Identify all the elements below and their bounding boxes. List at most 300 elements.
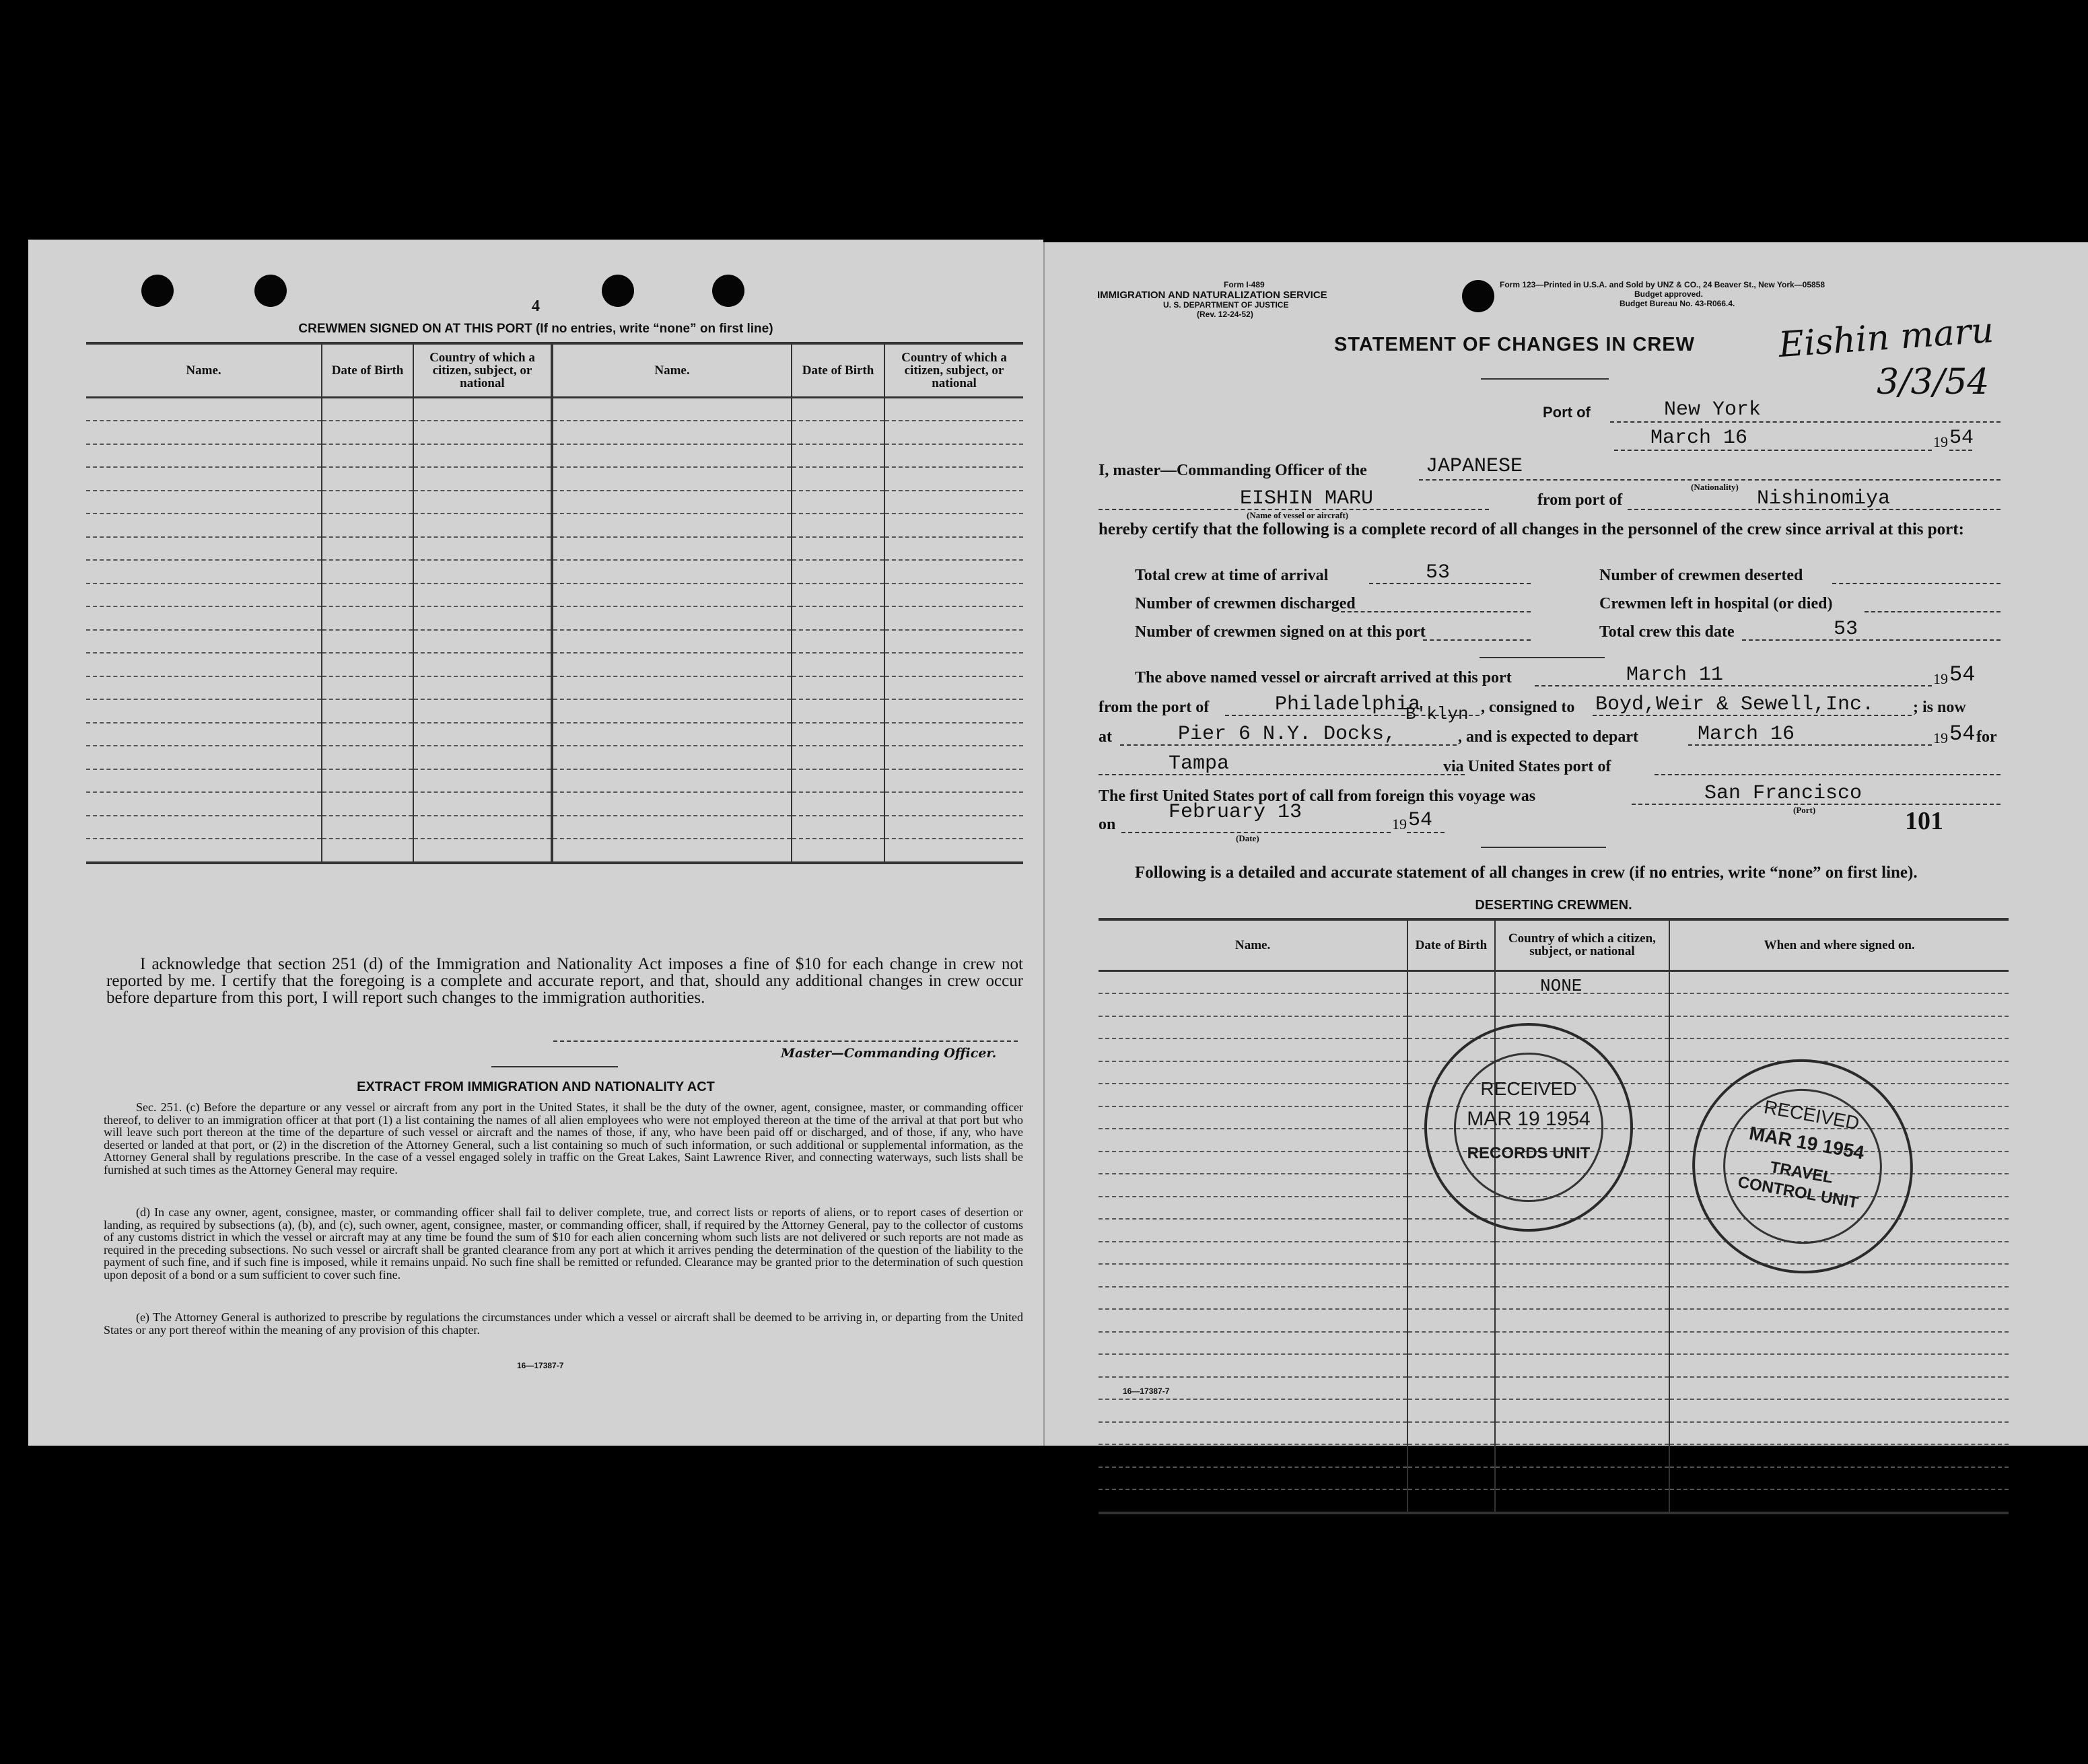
table-cell bbox=[86, 397, 322, 421]
budget-approved: Budget approved. bbox=[1634, 289, 1704, 299]
printer-line: Form 123—Printed in U.S.A. and Sold by UNZ & CO., 24 Beaver St., New York—05858 bbox=[1500, 280, 1825, 289]
table-cell bbox=[86, 699, 322, 723]
table-cell bbox=[322, 723, 413, 746]
from-the-port-label: from the port of bbox=[1099, 699, 1210, 716]
on-year: 54 bbox=[1408, 809, 1433, 832]
col-header-name: Name. bbox=[186, 363, 221, 378]
table-cell bbox=[1495, 1422, 1670, 1445]
table-cell bbox=[1669, 1444, 2009, 1467]
table-cell bbox=[552, 816, 792, 839]
table-cell bbox=[1669, 1489, 2009, 1513]
table-cell bbox=[413, 746, 552, 769]
table-cell bbox=[792, 514, 884, 537]
table-cell bbox=[322, 491, 413, 514]
form-title: STATEMENT OF CHANGES IN CREW bbox=[1334, 334, 1696, 355]
table-cell bbox=[413, 699, 552, 723]
first-port-value: San Francisco bbox=[1704, 782, 1863, 805]
table-cell bbox=[792, 699, 884, 723]
col-header-country: Country of which a citizen, subject, or national bbox=[1495, 919, 1670, 971]
extract-title: EXTRACT FROM IMMIGRATION AND NATIONALITY ACT bbox=[357, 1080, 715, 1094]
acknowledgement-text: I acknowledge that section 251 (d) of the Immigration and Nationality Act imposes a fine of $10 for each change in crew not reported by me. I certify that the foregoing is a complete and accurate report, and that, should any additional changes in crew occur before departure from this port, I will report such changes to the immigration authorities. bbox=[106, 955, 1023, 1007]
table-cell bbox=[1099, 971, 1407, 993]
table-cell bbox=[413, 421, 552, 444]
table-cell bbox=[86, 839, 322, 863]
hospital-label: Crewmen left in hospital (or died) bbox=[1599, 595, 1833, 612]
on-label: on bbox=[1099, 816, 1116, 833]
table-cell bbox=[1669, 971, 2009, 993]
table-cell bbox=[884, 723, 1023, 746]
table-cell bbox=[1099, 1422, 1407, 1445]
col-header-dob: Date of Birth bbox=[322, 343, 413, 397]
table-cell bbox=[792, 792, 884, 816]
table-cell bbox=[322, 792, 413, 816]
table-cell bbox=[86, 491, 322, 514]
table-cell bbox=[413, 723, 552, 746]
table-row bbox=[86, 699, 1023, 723]
total-arrival-value: 53 bbox=[1426, 561, 1451, 584]
table-cell bbox=[792, 816, 884, 839]
table-cell bbox=[884, 491, 1023, 514]
table-cell bbox=[792, 723, 884, 746]
table-cell bbox=[1495, 1287, 1670, 1310]
table-row bbox=[86, 723, 1023, 746]
discharged-label: Number of crewmen discharged bbox=[1135, 595, 1356, 612]
table-row bbox=[86, 653, 1023, 676]
table-cell bbox=[322, 397, 413, 421]
table-cell bbox=[792, 421, 884, 444]
table-cell bbox=[884, 560, 1023, 584]
received-stamp-records bbox=[1424, 1023, 1633, 1232]
table-row bbox=[86, 584, 1023, 607]
handwritten-vessel-name: Eishin maru bbox=[1777, 310, 1995, 366]
table-row bbox=[1099, 1354, 2009, 1377]
print-code: 16—17387-7 bbox=[517, 1361, 564, 1370]
table-cell bbox=[1669, 1038, 2009, 1061]
arrived-date: March 11 bbox=[1626, 664, 1724, 686]
table-cell bbox=[1669, 1422, 2009, 1445]
col-header-dob: Date of Birth bbox=[792, 343, 884, 397]
table-cell bbox=[1495, 1444, 1670, 1467]
table-cell bbox=[1407, 993, 1494, 1016]
table-row bbox=[1099, 993, 2009, 1016]
table-cell bbox=[552, 606, 792, 630]
table-cell bbox=[1407, 1444, 1494, 1467]
table-cell bbox=[1407, 1332, 1494, 1355]
table-cell bbox=[322, 676, 413, 700]
table-cell bbox=[86, 792, 322, 816]
table-cell bbox=[1669, 993, 2009, 1016]
table-cell bbox=[1407, 1399, 1494, 1422]
stamp-unit: TRAVEL CONTROL UNIT bbox=[1736, 1158, 1860, 1212]
table-row bbox=[1099, 1287, 2009, 1310]
page-number: 4 bbox=[532, 297, 540, 315]
from-port-line bbox=[1628, 509, 2000, 510]
table-row bbox=[86, 839, 1023, 863]
table-cell bbox=[413, 584, 552, 607]
table-header-row bbox=[86, 343, 1023, 397]
table-cell bbox=[1099, 1354, 1407, 1377]
table-cell bbox=[552, 467, 792, 491]
table-cell bbox=[322, 816, 413, 839]
table-cell bbox=[413, 606, 552, 630]
statement-date: March 16 bbox=[1650, 427, 1748, 450]
for-value: Tampa bbox=[1169, 752, 1230, 775]
table-cell bbox=[1407, 1242, 1494, 1265]
table-cell bbox=[884, 792, 1023, 816]
table-cell bbox=[1669, 1399, 2009, 1422]
table-cell bbox=[413, 537, 552, 561]
nationality-line bbox=[1419, 479, 2000, 481]
table-cell bbox=[1407, 1489, 1494, 1513]
table-cell bbox=[413, 653, 552, 676]
stamp-unit: RECORDS UNIT bbox=[1467, 1144, 1591, 1162]
table-row bbox=[86, 514, 1023, 537]
table-cell bbox=[1495, 1467, 1670, 1490]
table-cell bbox=[552, 839, 792, 863]
table-cell bbox=[552, 397, 792, 421]
table-cell bbox=[884, 537, 1023, 561]
table-row bbox=[86, 630, 1023, 654]
table-cell bbox=[552, 746, 792, 769]
table-row bbox=[86, 444, 1023, 468]
table-cell bbox=[1407, 1354, 1494, 1377]
department-name: U. S. DEPARTMENT OF JUSTICE bbox=[1163, 300, 1289, 310]
table-cell bbox=[86, 676, 322, 700]
table-cell bbox=[1099, 1016, 1407, 1039]
table-cell bbox=[884, 676, 1023, 700]
from-port-label: from port of bbox=[1537, 491, 1623, 509]
table-cell bbox=[1495, 1399, 1670, 1422]
consigned-label: , consigned to bbox=[1481, 699, 1575, 716]
table-cell bbox=[792, 676, 884, 700]
for-label: for bbox=[1976, 728, 1997, 746]
table-cell bbox=[1099, 1106, 1407, 1129]
table-cell bbox=[1495, 1377, 1670, 1400]
table-cell bbox=[413, 676, 552, 700]
table-row bbox=[1099, 1467, 2009, 1490]
at-value: Pier 6 N.Y. Docks, bbox=[1178, 723, 1397, 746]
depart-date: March 16 bbox=[1698, 723, 1795, 746]
table-cell bbox=[413, 816, 552, 839]
table-row bbox=[1099, 1422, 2009, 1445]
table-cell bbox=[1495, 993, 1670, 1016]
table-cell bbox=[792, 537, 884, 561]
table-cell bbox=[792, 746, 884, 769]
table-cell bbox=[884, 746, 1023, 769]
stamp-date: MAR 19 1954 bbox=[1747, 1122, 1866, 1164]
crewmen-signed-on-table bbox=[86, 342, 1023, 864]
table-cell bbox=[1099, 1061, 1407, 1084]
table-cell bbox=[322, 560, 413, 584]
table-cell bbox=[413, 491, 552, 514]
table-cell bbox=[413, 630, 552, 654]
col-header-signed-on: When and where signed on. bbox=[1669, 919, 2009, 971]
table-cell bbox=[1099, 993, 1407, 1016]
table-cell bbox=[1099, 1287, 1407, 1310]
table-cell bbox=[792, 630, 884, 654]
table-cell bbox=[1407, 971, 1494, 993]
table-cell bbox=[1407, 1287, 1494, 1310]
table-row bbox=[1099, 1399, 2009, 1422]
table-cell bbox=[413, 467, 552, 491]
year-prefix: 19 bbox=[1392, 816, 1407, 833]
table-cell bbox=[1099, 1467, 1407, 1490]
table-row bbox=[86, 816, 1023, 839]
vessel-name: EISHIN MARU bbox=[1240, 487, 1374, 510]
table-row bbox=[86, 421, 1023, 444]
divider bbox=[1480, 657, 1605, 658]
table-cell bbox=[884, 630, 1023, 654]
consigned-value: Boyd,Weir & Sewell,Inc. bbox=[1595, 693, 1875, 716]
discharged-line bbox=[1341, 611, 1531, 612]
table-cell bbox=[1099, 1309, 1407, 1332]
first-port-label: The first United States port of call from foreign this voyage was bbox=[1099, 787, 1536, 805]
table-cell bbox=[322, 421, 413, 444]
vessel-caption: (Name of vessel or aircraft) bbox=[1247, 510, 1349, 520]
table-cell bbox=[1099, 1264, 1407, 1287]
expected-label: , and is expected to depart bbox=[1458, 728, 1638, 746]
table-cell bbox=[86, 746, 322, 769]
col-header-dob: Date of Birth bbox=[1407, 919, 1494, 971]
table-cell bbox=[1099, 1129, 1407, 1152]
table-cell bbox=[792, 769, 884, 793]
table-cell bbox=[884, 584, 1023, 607]
stamp-received: RECEIVED bbox=[1762, 1096, 1861, 1134]
table-cell bbox=[1099, 1152, 1407, 1174]
table-cell bbox=[884, 606, 1023, 630]
table-cell bbox=[1099, 1219, 1407, 1242]
table-cell bbox=[86, 769, 322, 793]
year-value: 54 bbox=[1949, 427, 1974, 450]
divider bbox=[1481, 378, 1609, 380]
table-row bbox=[86, 792, 1023, 816]
stamp-date: MAR 19 1954 bbox=[1467, 1108, 1591, 1130]
port-line bbox=[1610, 421, 2000, 423]
agency-name: IMMIGRATION AND NATURALIZATION SERVICE bbox=[1097, 289, 1327, 301]
revision-date: (Rev. 12-24-52) bbox=[1197, 310, 1253, 319]
hospital-line bbox=[1865, 611, 2000, 612]
print-code: 16—17387-7 bbox=[1123, 1386, 1170, 1396]
table-cell bbox=[792, 491, 884, 514]
from-port-value: Nishinomiya bbox=[1757, 487, 1891, 510]
table-cell bbox=[86, 584, 322, 607]
table-cell bbox=[322, 606, 413, 630]
table-cell bbox=[884, 514, 1023, 537]
table-cell bbox=[1669, 1377, 2009, 1400]
table-row bbox=[1099, 1309, 2009, 1332]
total-date-value: 53 bbox=[1834, 618, 1858, 641]
table-cell bbox=[552, 792, 792, 816]
table-cell bbox=[552, 514, 792, 537]
bklyn-annotation: B'klyn bbox=[1405, 704, 1469, 724]
divider bbox=[491, 1066, 618, 1067]
table-row bbox=[86, 606, 1023, 630]
arrived-label: The above named vessel or aircraft arrived at this port bbox=[1135, 669, 1512, 686]
table-cell bbox=[86, 537, 322, 561]
table-cell bbox=[884, 769, 1023, 793]
stamp-received: RECEIVED bbox=[1480, 1078, 1577, 1099]
col-header-name: Name. bbox=[552, 343, 792, 397]
table-cell bbox=[792, 839, 884, 863]
table-cell bbox=[322, 653, 413, 676]
arrived-year: 54 bbox=[1949, 662, 1976, 687]
table-cell bbox=[1407, 1377, 1494, 1400]
table-row bbox=[86, 397, 1023, 421]
table-cell bbox=[884, 839, 1023, 863]
table-cell bbox=[413, 514, 552, 537]
total-date-line bbox=[1742, 639, 2000, 641]
table-cell bbox=[1495, 1354, 1670, 1377]
table-cell bbox=[792, 560, 884, 584]
table-cell bbox=[552, 584, 792, 607]
deserting-title: DESERTING CREWMEN. bbox=[1475, 898, 1632, 913]
table-row bbox=[86, 746, 1023, 769]
via-label: via United States port of bbox=[1443, 758, 1611, 775]
table-cell bbox=[1669, 1332, 2009, 1355]
table-cell bbox=[552, 421, 792, 444]
nationality-caption: (Nationality) bbox=[1691, 482, 1739, 492]
year-prefix: 19 bbox=[1933, 670, 1948, 687]
deserted-label: Number of crewmen deserted bbox=[1599, 567, 1803, 584]
table-cell bbox=[552, 630, 792, 654]
table-cell bbox=[86, 421, 322, 444]
table-cell bbox=[884, 444, 1023, 468]
table-row bbox=[86, 491, 1023, 514]
table-cell bbox=[1099, 1038, 1407, 1061]
table-cell bbox=[1099, 1084, 1407, 1106]
table-cell bbox=[552, 723, 792, 746]
table-cell bbox=[86, 514, 322, 537]
left-page bbox=[28, 240, 1043, 1446]
table-cell bbox=[322, 444, 413, 468]
extract-section-d: (d) In case any owner, agent, consignee, master, or commanding officer shall fail to deliver complete, true, and correct lists or reports of aliens, or to report cases of desertion or landing, as required by subsections (a), (b), and (c), such owner, agent, consignee, master, or commanding officer, shall, if required by the Attorney General, pay to the collector of customs of any customs district in which the vessel or aircraft may at any time be found the sum of $10 for each alien concerning whom such lists are not delivered or such reports are not made as required in the preceding subsections. No such vessel or aircraft shall be granted clearance from any port at which it arrives pending the determination of the question of the liability to the payment of such fine, and if such fine is imposed, while it remains unpaid. No such fine shall be remitted or refunded. Clearance may be granted prior to the determination of such question upon deposit of a bond or a sum sufficient to cover such fine. bbox=[104, 1205, 1023, 1281]
extract-section-e: (e) The Attorney General is authorized to prescribe by regulations the circumstances under which a vessel or aircraft shall be deemed to be arriving in, or departing from the United States or any port thereof within the meaning of any provision of this chapter. bbox=[104, 1310, 1023, 1337]
at-label: at bbox=[1099, 728, 1112, 746]
on-year-line bbox=[1407, 832, 1445, 833]
table-cell bbox=[86, 467, 322, 491]
table-row bbox=[86, 537, 1023, 561]
year-line bbox=[1949, 450, 1972, 451]
none-entry: NONE bbox=[1540, 976, 1582, 996]
table-row bbox=[1099, 1264, 2009, 1287]
nationality-value: JAPANESE bbox=[1426, 455, 1523, 478]
extract-section-c: Sec. 251. (c) Before the departure or any vessel or aircraft from any port in the United States, it shall be the duty of the owner, agent, consignee, master, or commanding officer thereof, to deliver to an immigration officer at that port (1) a list containing the names of all alien employees who were not employed thereon at the time of the arrival at that port but who will leave such port thereon at the time of the departure of such vessel or aircraft and the names of those, if any, who have been paid off or discharged, and of those, if any, who have deserted or landed at that port, or (2) in the discretion of the Attorney General, such a list containing so much of such information, or such additional or supplemental information, as the Attorney General shall by regulations prescribe. In the case of a vessel engaged solely in traffic on the Great Lakes, Saint Lawrence River, and connecting waterways, such lists shall be furnished at such times as the Attorney General may require. bbox=[104, 1100, 1023, 1176]
budget-bureau-number: Budget Bureau No. 43-R066.4. bbox=[1620, 299, 1735, 308]
table-cell bbox=[1099, 1399, 1407, 1422]
table-cell bbox=[884, 699, 1023, 723]
table-row bbox=[1099, 1332, 2009, 1355]
right-page bbox=[1043, 242, 2088, 1446]
via-line bbox=[1655, 774, 2000, 775]
table-cell bbox=[322, 537, 413, 561]
table-cell bbox=[322, 839, 413, 863]
table-cell bbox=[1495, 1309, 1670, 1332]
table-cell bbox=[1495, 1332, 1670, 1355]
year-prefix: 19 bbox=[1933, 433, 1948, 450]
table-cell bbox=[413, 444, 552, 468]
table-cell bbox=[884, 467, 1023, 491]
table-cell bbox=[552, 444, 792, 468]
table-cell bbox=[86, 606, 322, 630]
table-header-row bbox=[1099, 919, 2009, 971]
table-cell bbox=[552, 676, 792, 700]
table-cell bbox=[1669, 1016, 2009, 1039]
table-cell bbox=[1669, 1354, 2009, 1377]
table-row bbox=[86, 467, 1023, 491]
table-cell bbox=[322, 769, 413, 793]
table-cell bbox=[86, 630, 322, 654]
table-cell bbox=[792, 584, 884, 607]
divider bbox=[1481, 847, 1606, 848]
document-number: 101 bbox=[1905, 807, 1943, 835]
depart-year: 54 bbox=[1949, 721, 1976, 746]
table-cell bbox=[322, 584, 413, 607]
table-cell bbox=[552, 769, 792, 793]
table-cell bbox=[86, 444, 322, 468]
year-prefix: 19 bbox=[1933, 730, 1948, 746]
date-line bbox=[1614, 450, 1932, 451]
table-cell bbox=[322, 699, 413, 723]
signed-on-line bbox=[1423, 639, 1531, 641]
table-cell bbox=[552, 537, 792, 561]
table-cell bbox=[552, 699, 792, 723]
table-cell bbox=[792, 467, 884, 491]
table-cell bbox=[1495, 1242, 1670, 1265]
table-cell bbox=[792, 606, 884, 630]
table-cell bbox=[884, 421, 1023, 444]
certify-text: hereby certify that the following is a complete record of all changes in the personnel of the crew since arrival at this port: bbox=[1099, 520, 1964, 538]
table-cell bbox=[1099, 1174, 1407, 1197]
port-caption: (Port) bbox=[1793, 805, 1816, 815]
master-label: I, master—Commanding Officer of the bbox=[1099, 462, 1367, 479]
total-date-label: Total crew this date bbox=[1599, 623, 1735, 641]
table-cell bbox=[884, 816, 1023, 839]
table-title: CREWMEN SIGNED ON AT THIS PORT (If no entries, write “none” on first line) bbox=[298, 322, 773, 336]
signature-line bbox=[553, 1040, 1018, 1042]
table-row bbox=[1099, 1377, 2009, 1400]
table-cell bbox=[884, 397, 1023, 421]
table-cell bbox=[1407, 1264, 1494, 1287]
table-cell bbox=[413, 560, 552, 584]
col-header-country: Country of which a citizen, subject, or national bbox=[884, 343, 1023, 397]
table-cell bbox=[792, 397, 884, 421]
table-cell bbox=[1099, 1332, 1407, 1355]
for-line bbox=[1099, 774, 1465, 775]
table-cell bbox=[1407, 1467, 1494, 1490]
table-cell bbox=[1495, 1264, 1670, 1287]
is-now-label: ; is now bbox=[1913, 699, 1966, 716]
table-cell bbox=[322, 746, 413, 769]
table-cell bbox=[884, 653, 1023, 676]
table-cell bbox=[792, 653, 884, 676]
table-cell bbox=[1669, 1309, 2009, 1332]
table-cell bbox=[1495, 1489, 1670, 1513]
table-cell bbox=[322, 467, 413, 491]
following-text: Following is a detailed and accurate statement of all changes in crew (if no entries, write “none” on first line). bbox=[1135, 863, 1918, 882]
table-cell bbox=[86, 653, 322, 676]
table-cell bbox=[1099, 1489, 1407, 1513]
table-cell bbox=[413, 769, 552, 793]
punch-hole bbox=[1462, 280, 1494, 312]
table-cell bbox=[792, 444, 884, 468]
total-arrival-label: Total crew at time of arrival bbox=[1135, 567, 1329, 584]
deserted-line bbox=[1832, 583, 2000, 584]
table-cell bbox=[552, 560, 792, 584]
signed-on-label: Number of crewmen signed on at this port bbox=[1135, 623, 1426, 641]
handwritten-date: 3/3/54 bbox=[1877, 362, 1990, 402]
arrived-line bbox=[1535, 685, 1932, 686]
col-header-name: Name. bbox=[1234, 938, 1271, 952]
